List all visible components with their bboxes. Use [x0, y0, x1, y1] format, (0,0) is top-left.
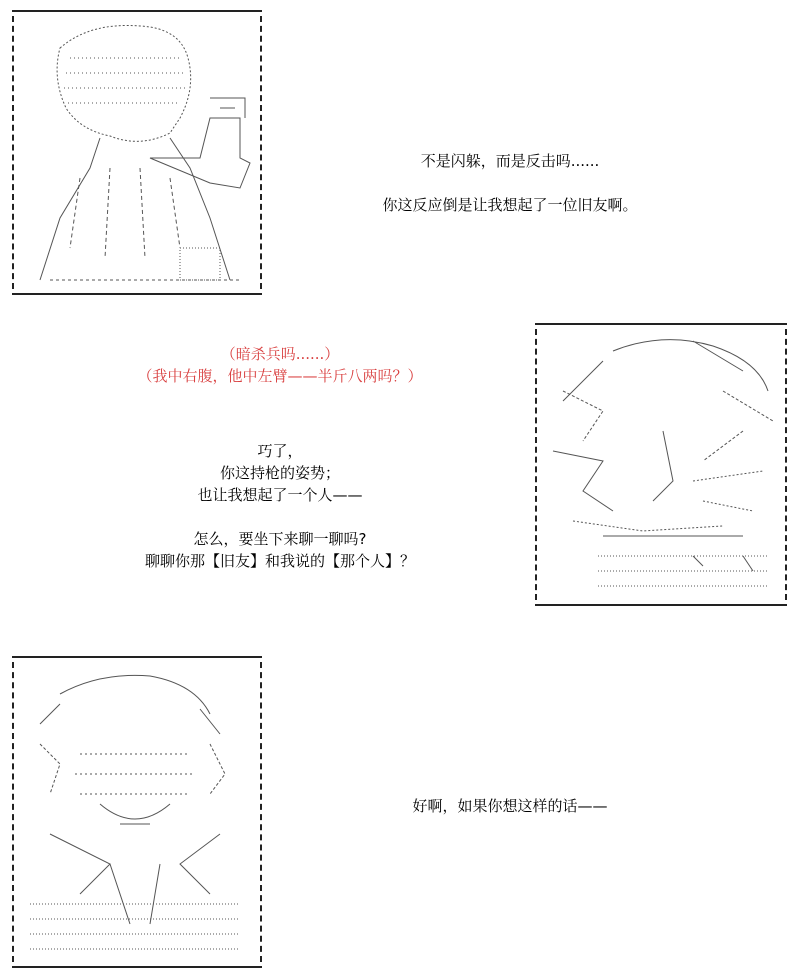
dialog-line: 也让我想起了一个人——	[197, 486, 363, 504]
ascii-art-panel-right	[535, 323, 787, 606]
dialog-line: 巧了，	[257, 442, 303, 460]
dialog-line: 聊聊你那【旧友】和我说的【那个人】？	[144, 552, 415, 570]
ascii-art-panel-bottom-left	[12, 656, 262, 968]
dialog-block-3	[330, 795, 690, 817]
thought-line: （我中右腹，他中左臂——半斤八两吗？）	[137, 367, 423, 385]
dialog-line: 怎么，要坐下来聊一聊吗?	[193, 530, 367, 548]
dialog-line: 你这持枪的姿势；	[219, 464, 340, 482]
dialog-line: 你这反应倒是让我想起了一位旧友啊。	[382, 196, 638, 214]
dialog-block-2	[100, 440, 460, 572]
dialog-block-1	[330, 150, 690, 216]
thought-line: （暗杀兵吗......）	[220, 345, 340, 363]
ascii-art-figure-seated	[543, 331, 779, 601]
dialog-line: 好啊，如果你想这样的话——	[412, 797, 608, 815]
ascii-art-figure-messy-hair	[20, 664, 254, 962]
dialog-line: 不是闪躲，而是反击吗......	[420, 152, 600, 170]
ascii-art-figure-pistol	[20, 18, 254, 290]
thought-block	[100, 343, 460, 387]
ascii-art-panel-top-left	[12, 10, 262, 295]
